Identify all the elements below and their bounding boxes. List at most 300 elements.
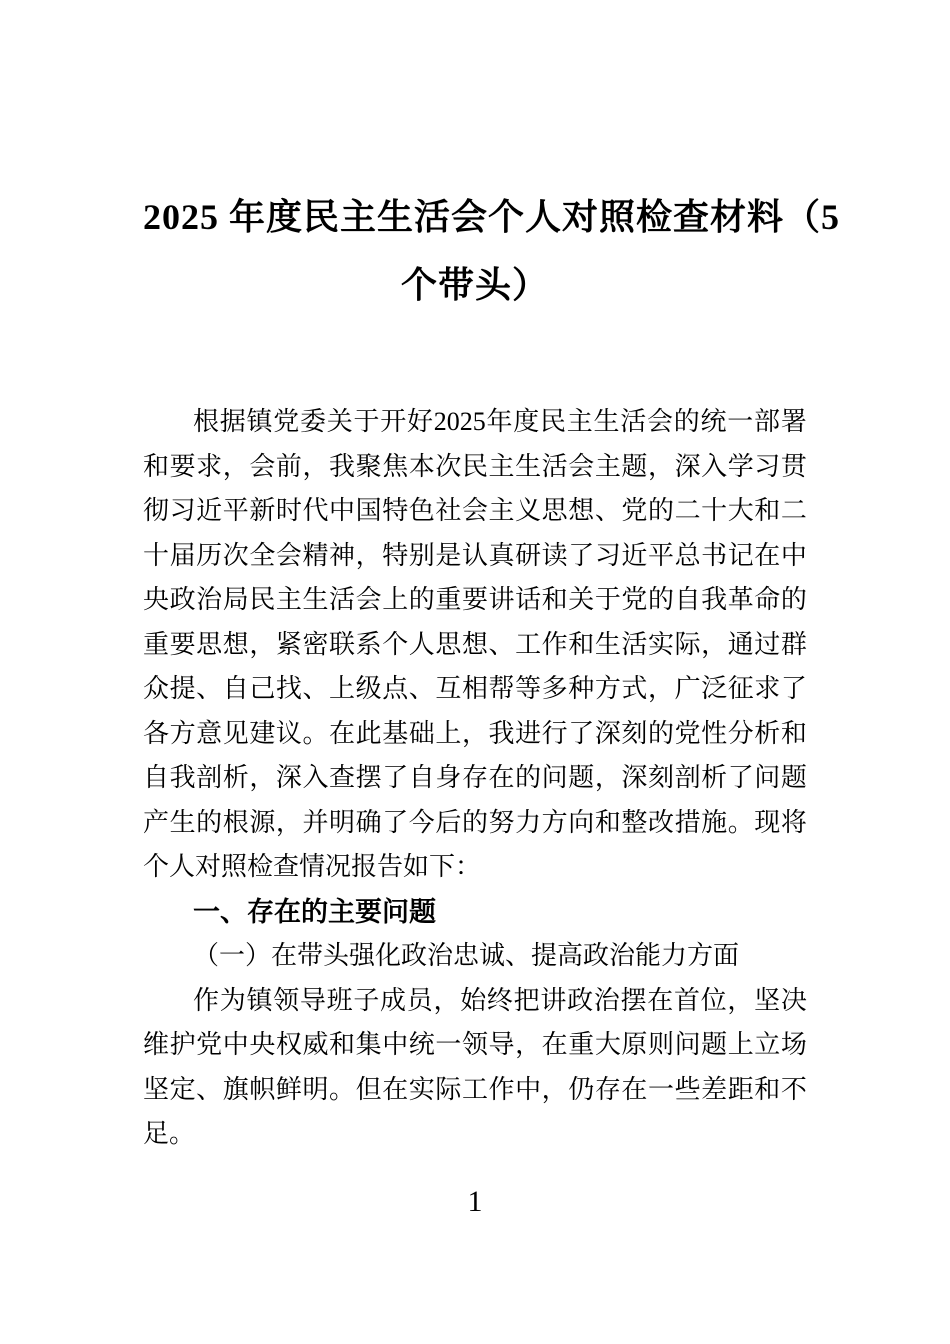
text-token: 各: [143, 718, 170, 748]
text-token: 的: [515, 763, 542, 792]
text-token: 权: [275, 1030, 302, 1059]
text-line: [143, 756, 807, 801]
text-token: 新: [249, 496, 276, 525]
text-token: 进: [515, 718, 542, 748]
text-token: 民: [461, 451, 488, 481]
text-token: 工: [515, 629, 542, 659]
text-token: 际: [674, 629, 701, 659]
text-token: 政: [169, 585, 196, 614]
text-token: ，: [433, 985, 460, 1015]
text-token: 在: [754, 540, 781, 570]
section-heading: [143, 890, 807, 935]
text-token: 。: [727, 807, 754, 837]
text-token: 并: [302, 807, 329, 837]
text-token: 紧: [275, 629, 302, 659]
text-token: 时: [275, 496, 302, 525]
text-token: 式: [621, 674, 648, 703]
text-token: 成: [380, 985, 407, 1015]
text-token: 导: [299, 985, 326, 1015]
text-token: 讲: [488, 585, 515, 614]
text-token: 认: [461, 540, 488, 570]
text-token: 委: [300, 407, 327, 436]
text-token: 题: [780, 763, 807, 792]
text-token: 会: [275, 540, 302, 570]
text-token: ，: [249, 629, 276, 659]
text-token: 一: [435, 1030, 462, 1059]
text-token: 一: [647, 1074, 674, 1104]
text-token: 和: [754, 1074, 781, 1104]
text-token: 在: [329, 718, 356, 748]
text-token: 定: [169, 1074, 196, 1104]
text-token: 析: [754, 718, 781, 748]
sub-heading: [143, 934, 807, 979]
text-token: 性: [701, 718, 728, 748]
text-token: 治: [593, 985, 620, 1015]
text-token: 我: [169, 763, 196, 792]
text-token: 想: [568, 496, 595, 525]
text-token: 旗: [222, 1074, 249, 1104]
text-token: 原: [621, 1030, 648, 1059]
text-token: 始: [460, 985, 487, 1015]
text-token: 求: [754, 674, 781, 703]
text-token: 神: [329, 540, 356, 570]
text-token: 活: [620, 407, 647, 436]
text-token: 意: [196, 718, 223, 748]
text-token: 真: [488, 540, 515, 570]
text-blocks: [143, 400, 807, 1157]
text-line: [143, 623, 807, 668]
text-token: 总: [674, 540, 701, 570]
text-token: 和: [594, 807, 621, 837]
paragraph: [143, 400, 807, 890]
text-token: ，: [727, 985, 754, 1015]
text-token: 求: [196, 451, 223, 481]
text-token: 的: [780, 585, 807, 614]
text-token: 会: [568, 451, 595, 481]
text-token: 基: [382, 718, 409, 748]
text-token: 但: [355, 1074, 382, 1104]
text-token: 思: [196, 629, 223, 659]
text-token: 。: [329, 1074, 356, 1104]
text-token: 题: [621, 451, 648, 481]
text-token: 明: [329, 807, 356, 837]
text-token: 关: [568, 585, 595, 614]
text-token: 自: [222, 674, 249, 703]
text-token: 命: [754, 585, 781, 614]
text-token: ，: [647, 451, 674, 481]
text-token: 现: [754, 807, 781, 837]
text-token: 上: [382, 585, 409, 614]
text-token: 问: [541, 763, 568, 792]
text-token: 将: [780, 807, 807, 837]
text-token: 民: [249, 585, 276, 614]
text-token: 深: [594, 718, 621, 748]
text-token: ，: [594, 763, 621, 792]
text-token: 差: [701, 1074, 728, 1104]
text-token: 础: [408, 718, 435, 748]
text-token: ，: [222, 451, 249, 481]
text-line: 一、存在的主要问题: [193, 896, 436, 927]
text-token: 确: [355, 807, 382, 837]
text-token: 党: [621, 496, 648, 525]
text-token: 局: [222, 585, 249, 614]
text-token: 义: [515, 496, 542, 525]
text-token: 为: [219, 985, 246, 1015]
text-token: 鲜: [275, 1074, 302, 1104]
text-token: 和: [541, 585, 568, 614]
text-token: 入: [302, 763, 329, 792]
text-token: 努: [488, 807, 515, 837]
text-token: 活: [541, 451, 568, 481]
text-token: 统: [408, 1030, 435, 1059]
text-token: 的: [408, 585, 435, 614]
text-token: 根: [222, 807, 249, 837]
text-token: 距: [727, 1074, 754, 1104]
text-token: 上: [435, 718, 462, 748]
text-token: 向: [568, 807, 595, 837]
text-token: 措: [674, 807, 701, 837]
text-token: 和: [329, 1030, 356, 1059]
text-token: 、: [196, 1074, 223, 1104]
text-token: 过: [754, 629, 781, 659]
text-token: 讲: [540, 985, 567, 1015]
text-token: 不: [780, 1074, 807, 1104]
text-token: 。: [302, 718, 329, 748]
text-token: 于: [594, 585, 621, 614]
text-token: 上: [329, 674, 356, 703]
text-token: 次: [435, 451, 462, 481]
text-token: 想: [461, 629, 488, 659]
text-token: 在: [621, 1074, 648, 1104]
text-token: 刻: [621, 718, 648, 748]
text-token: 、: [594, 496, 621, 525]
text-token: 联: [329, 629, 356, 659]
text-token: 问: [754, 763, 781, 792]
text-token: ，: [249, 763, 276, 792]
text-token: 好: [407, 407, 434, 436]
text-token: 了: [382, 807, 409, 837]
text-token: 十: [701, 496, 728, 525]
text-token: 互: [435, 674, 462, 703]
text-token: 析: [701, 763, 728, 792]
text-token: 多: [541, 674, 568, 703]
text-token: 方: [541, 807, 568, 837]
text-token: 中: [382, 1030, 409, 1059]
text-token: 维: [143, 1030, 170, 1059]
text-token: 和: [143, 451, 170, 481]
text-token: 特: [382, 496, 409, 525]
text-token: 方: [169, 718, 196, 748]
text-token: 点: [382, 674, 409, 703]
text-token: 重: [435, 585, 462, 614]
text-token: 会: [646, 407, 673, 436]
text-token: 于: [353, 407, 380, 436]
text-token: 坚: [754, 985, 781, 1015]
text-token: ，: [302, 451, 329, 481]
text-token: 、: [302, 674, 329, 703]
text-token: 行: [541, 718, 568, 748]
text-token: 立: [754, 1030, 781, 1059]
text-token: 剖: [196, 763, 223, 792]
text-token: 提: [169, 674, 196, 703]
text-token: 摆: [355, 763, 382, 792]
text-token: 了: [727, 763, 754, 792]
text-token: 党: [674, 718, 701, 748]
text-token: 题: [701, 1030, 728, 1059]
text-token: 党: [273, 407, 300, 436]
text-token: 读: [541, 540, 568, 570]
text-line: [143, 445, 807, 490]
text-line: 足。: [143, 1119, 196, 1148]
text-token: 我: [701, 585, 728, 614]
text-token: 学: [727, 451, 754, 481]
text-token: 民: [539, 407, 566, 436]
text-token: 众: [143, 674, 170, 703]
text-token: 把: [513, 985, 540, 1015]
text-token: 我: [488, 718, 515, 748]
text-token: 建: [249, 718, 276, 748]
text-token: 班: [326, 985, 353, 1015]
text-token: 今: [408, 807, 435, 837]
text-token: 央: [249, 1030, 276, 1059]
text-token: 相: [461, 674, 488, 703]
text-token: 重: [143, 629, 170, 659]
text-line: [143, 667, 807, 712]
text-token: 别: [408, 540, 435, 570]
text-token: 特: [382, 540, 409, 570]
text-token: 平: [647, 540, 674, 570]
text-token: 开: [380, 407, 407, 436]
text-token: 思: [435, 629, 462, 659]
text-token: 护: [169, 1030, 196, 1059]
text-token: 我: [329, 451, 356, 481]
text-line: （一）在带头强化政治忠诚、提高政治能力方面: [193, 941, 740, 970]
text-token: 见: [222, 718, 249, 748]
text-token: 会: [461, 496, 488, 525]
text-token: 入: [701, 451, 728, 481]
text-token: 方: [594, 674, 621, 703]
text-token: 记: [727, 540, 754, 570]
paragraph: [143, 979, 807, 1157]
text-token: 种: [568, 674, 595, 703]
text-token: 仍: [568, 1074, 595, 1104]
text-token: 生: [515, 451, 542, 481]
text-token: 的: [647, 585, 674, 614]
text-token: 、: [488, 629, 515, 659]
text-token: 深: [621, 763, 648, 792]
text-token: 中: [780, 540, 807, 570]
text-token: 问: [674, 1030, 701, 1059]
text-token: 际: [435, 1074, 462, 1104]
text-token: 广: [674, 674, 701, 703]
text-token: 后: [435, 807, 462, 837]
text-token: 党: [196, 1030, 223, 1059]
text-token: 聚: [355, 451, 382, 481]
text-token: 主: [275, 585, 302, 614]
text-token: 深: [275, 763, 302, 792]
text-token: 整: [621, 807, 648, 837]
text-token: 习: [169, 496, 196, 525]
text-token: 通: [727, 629, 754, 659]
text-token: 精: [302, 540, 329, 570]
text-token: 生: [302, 585, 329, 614]
text-token: 些: [674, 1074, 701, 1104]
text-token: 自: [674, 585, 701, 614]
text-token: 场: [780, 1030, 807, 1059]
text-token: 党: [621, 585, 648, 614]
text-token: ，: [461, 718, 488, 748]
text-token: 群: [780, 629, 807, 659]
text-token: ，: [541, 1074, 568, 1104]
text-line: [143, 712, 807, 757]
text-line: [143, 1023, 807, 1068]
text-token: 大: [594, 1030, 621, 1059]
text-token: 施: [701, 807, 728, 837]
page-content: [143, 183, 841, 1157]
text-token: 近: [196, 496, 223, 525]
text-token: 话: [515, 585, 542, 614]
text-token: 和: [568, 629, 595, 659]
text-token: 习: [754, 451, 781, 481]
text-token: 产: [143, 807, 170, 837]
text-token: 会: [249, 451, 276, 481]
text-token: 此: [355, 718, 382, 748]
text-token: 根: [193, 407, 220, 436]
text-token: 关: [326, 407, 353, 436]
text-token: 会: [355, 585, 382, 614]
text-token: 了: [568, 540, 595, 570]
text-token: 届: [169, 540, 196, 570]
text-token: 等: [515, 674, 542, 703]
text-token: 找: [275, 674, 302, 703]
text-token: 思: [541, 496, 568, 525]
text-token: 书: [701, 540, 728, 570]
text-token: 存: [594, 1074, 621, 1104]
text-token: 要: [169, 629, 196, 659]
text-line: [143, 801, 807, 846]
document-title: [143, 183, 841, 319]
text-line: [143, 578, 807, 623]
text-token: 明: [302, 1074, 329, 1104]
text-token: 二: [780, 496, 807, 525]
text-token: 首: [673, 985, 700, 1015]
text-token: 历: [196, 540, 223, 570]
text-token: 剖: [674, 763, 701, 792]
text-token: ，: [515, 1030, 542, 1059]
text-token: 集: [355, 1030, 382, 1059]
text-token: 帜: [249, 1074, 276, 1104]
text-token: 自: [408, 763, 435, 792]
text-token: 生: [593, 407, 620, 436]
text-token: ，: [701, 629, 728, 659]
text-token: 帮: [488, 674, 515, 703]
text-token: 习: [594, 540, 621, 570]
text-token: 贯: [780, 451, 807, 481]
text-token: 国: [355, 496, 382, 525]
text-token: 身: [435, 763, 462, 792]
text-token: 要: [461, 585, 488, 614]
text-token: 政: [567, 985, 594, 1015]
text-token: 上: [727, 1030, 754, 1059]
text-token: 主: [594, 451, 621, 481]
text-token: 实: [408, 1074, 435, 1104]
text-token: 了: [568, 718, 595, 748]
text-token: 源: [249, 807, 276, 837]
text-token: 员: [406, 985, 433, 1015]
text-token: 全: [249, 540, 276, 570]
text-token: 征: [727, 674, 754, 703]
text-token: 级: [355, 674, 382, 703]
text-token: 主: [566, 407, 593, 436]
text-token: 署: [780, 407, 807, 436]
text-token: 主: [488, 451, 515, 481]
text-token: 和: [754, 496, 781, 525]
text-token: 主: [488, 496, 515, 525]
text-token: 镇: [246, 407, 273, 436]
text-token: 则: [647, 1030, 674, 1059]
text-token: 在: [647, 985, 674, 1015]
text-token: 生: [594, 629, 621, 659]
text-token: 深: [674, 451, 701, 481]
text-token: 位: [700, 985, 727, 1015]
text-token: 析: [222, 763, 249, 792]
text-token: 实: [647, 629, 674, 659]
text-token: 色: [408, 496, 435, 525]
text-token: ，: [647, 674, 674, 703]
text-line: [143, 400, 807, 445]
text-token: 子: [353, 985, 380, 1015]
text-token: 力: [515, 807, 542, 837]
text-token: 本: [408, 451, 435, 481]
text-token: 导: [488, 1030, 515, 1059]
text-token: 改: [647, 807, 674, 837]
text-line: [143, 534, 807, 579]
text-line: [143, 979, 807, 1024]
text-token: 了: [780, 674, 807, 703]
text-token: 平: [222, 496, 249, 525]
text-token: 治: [196, 585, 223, 614]
text-token: 密: [302, 629, 329, 659]
text-token: 前: [275, 451, 302, 481]
text-token: 决: [780, 985, 807, 1015]
text-token: 的: [196, 807, 223, 837]
text-token: 是: [435, 540, 462, 570]
text-token: 年: [486, 407, 513, 436]
text-token: 领: [273, 985, 300, 1015]
text-token: 议: [275, 718, 302, 748]
text-token: ，: [275, 807, 302, 837]
text-token: 作: [541, 629, 568, 659]
text-token: ，: [355, 540, 382, 570]
text-token: 题: [568, 763, 595, 792]
text-token: 摆: [620, 985, 647, 1015]
text-token: 刻: [647, 763, 674, 792]
text-token: 、: [196, 674, 223, 703]
text-token: 重: [568, 1030, 595, 1059]
text-token: 活: [621, 629, 648, 659]
text-token: 坚: [143, 1074, 170, 1104]
text-token: 个: [382, 629, 409, 659]
text-token: 据: [219, 407, 246, 436]
text-token: 焦: [382, 451, 409, 481]
text-token: 生: [169, 807, 196, 837]
text-token: 威: [302, 1030, 329, 1059]
text-token: 部: [753, 407, 780, 436]
text-token: 领: [461, 1030, 488, 1059]
text-token: 了: [382, 763, 409, 792]
text-token: 度: [513, 407, 540, 436]
text-token: 的: [647, 718, 674, 748]
